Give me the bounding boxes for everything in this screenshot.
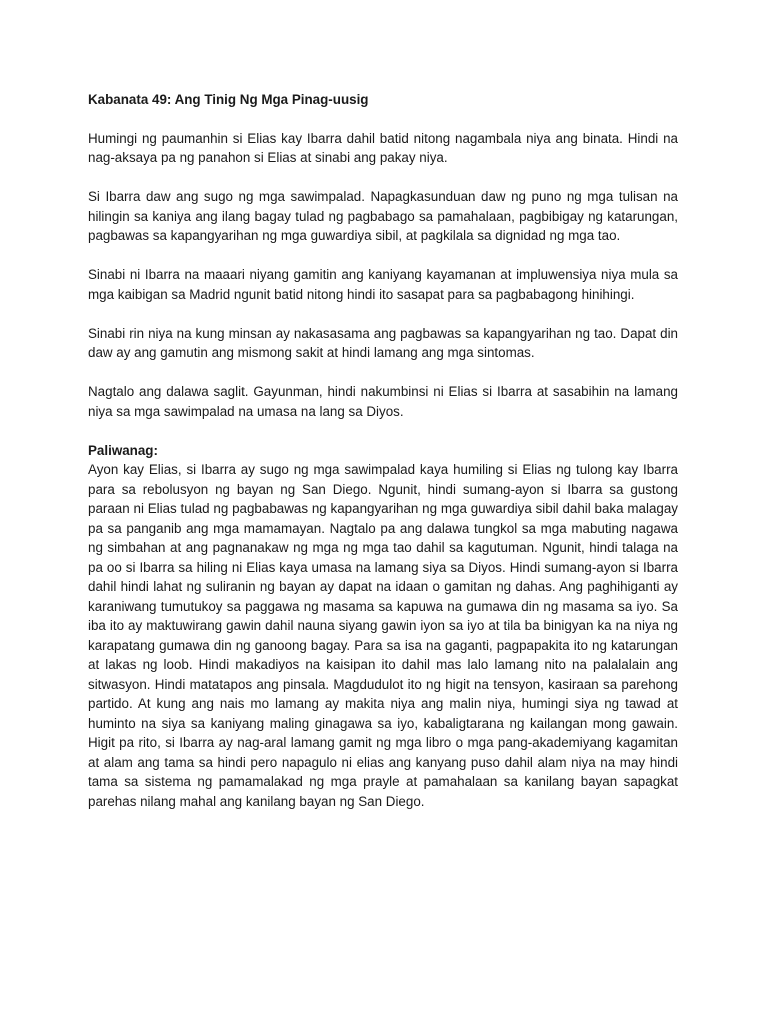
paragraph-2: Si Ibarra daw ang sugo ng mga sawimpalad. Napagkasunduan daw ng puno ng mga tulisan na hilingin sa kaniya ang ilang bagay tulad ng pagbabago sa pamahalaan, pagbibigay ng katarungan, pagbawas sa kapangyarihan ng mga guwardiya sibil, at pagkilala sa dignidad ng mga tao. <box>88 189 678 243</box>
document-body <box>88 90 678 811</box>
paragraph-1: Humingi ng paumanhin si Elias kay Ibarra dahil batid nitong nagambala niya ang binata. Hindi na nag-aksaya pa ng panahon si Elias at sinabi ang pakay niya. <box>88 130 678 165</box>
explanation-heading: Paliwanag: <box>88 442 158 458</box>
paragraph-5: Nagtalo ang dalawa saglit. Gayunman, hindi nakumbinsi ni Elias si Ibarra at sasabihin na lamang niya sa mga sawimpalad na umasa na lang sa Diyos. <box>88 384 678 419</box>
document-title: Kabanata 49: Ang Tinig Ng Mga Pinag-uusig <box>88 92 369 107</box>
explanation-text: Ayon kay Elias, si Ibarra ay sugo ng mga sawimpalad kaya humiling si Elias ng tulong kay Ibarra para sa rebolusyon ng bayan ng San Diego. Ngunit, hindi sumang-ayon si Ibarra sa gustong paraan ni Elias tulad ng pagbabawas ng kapangyarihan ng mga guwardiya sibil dahil baka malagay pa sa panganib ang mga mamamayan. Nagtalo pa ang dalawa tungkol sa mga mabuting nagawa ng simbahan at ang pagnanakaw ng mga ng mga tao dahil sa kagutuman. Ngunit, hindi talaga na pa oo si Ibarra sa hiling ni Elias kaya umasa na lamang siya sa Diyos. Hindi sumang-ayon si Ibarra dahil hindi lahat ng suliranin ng bayan ay dapat na idaan o gamitan ng dahas. Ang paghihiganti ay karaniwang tumutukoy sa paggawa ng masama sa kapuwa na gumawa din ng masama sa iyo. Sa iba ito ay maktuwirang gawin dahil nauna siyang gawin iyon sa iyo at tila ba binigyan ka na niya ng karapatang gumawa din ng ganoong bagay. Para sa isa na gaganti, pagpapakita ito ng katarungan at lakas ng loob. Hindi makadiyos na kaisipan ito dahil mas lalo lamang nito na palalalain ang sitwasyon. Hindi matatapos ang pinsala. Magdudulot ito ng higit na tensyon, kasiraan sa parehong partido. At kung ang nais mo lamang ay makita niya ang malin niya, humingi siya ng tawad at huminto na siya sa kaniyang maling ginagawa sa iyo, kabaligtarana ng kailangan mong gawain. Higit pa rito, si Ibarra ay nag-aral lamang gamit ng mga libro o mga pang-akademiyang kagamitan at alam ang tama sa hindi pero napagulo ni elias ang kanyang puso dahil alam niya na may hindi tama sa sistema ng pamamalakad ng mga prayle at pamahalaan sa kanilang bayan sapagkat parehas nilang mahal ang kanilang bayan ng San Diego. <box>88 462 678 809</box>
paragraph-3: Sinabi ni Ibarra na maaari niyang gamitin ang kaniyang kayamanan at impluwensiya niya mula sa mga kaibigan sa Madrid ngunit batid nitong hindi ito sasapat para sa pagbabagong hinihingi. <box>88 267 678 302</box>
paragraph-4: Sinabi rin niya na kung minsan ay nakasasama ang pagbawas sa kapangyarihan ng tao. Dapat din daw ay ang gamutin ang mismong sakit at hindi lamang ang mga sintomas. <box>88 325 678 360</box>
